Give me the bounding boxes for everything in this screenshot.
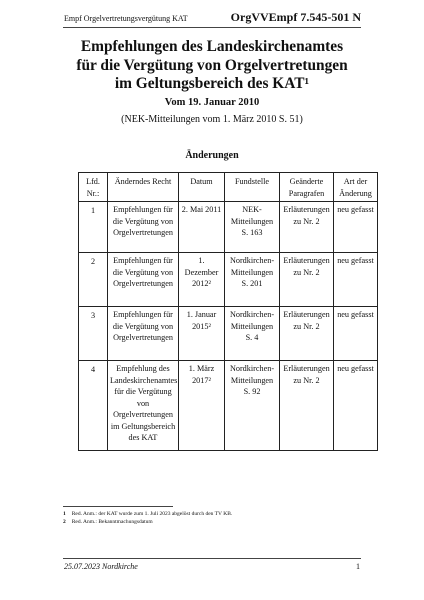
cell-art: neu gefasst [334,253,378,307]
table-header-row [79,173,378,202]
table-row [79,202,378,253]
cell-fundstelle: Nordkirchen-Mitteilungen S. 92 [225,361,280,451]
document-date: Vom 19. Januar 2010 [164,97,260,108]
amendments-table [78,172,378,451]
footer-rule [63,558,361,559]
header-art: Art der Änderung [334,173,378,202]
title-line-1: Empfehlungen des Landeskirchenamtes [80,38,344,55]
cell-recht: Empfehlung des Landeskirchenamtes für die Vergütung von Orgelvertretungen im Geltungsbereich des KAT [108,361,179,451]
cell-art: neu gefasst [334,361,378,451]
footnote-number: 2 [63,519,66,525]
header-fundstelle: Fundstelle [225,173,280,202]
footnote-rule [63,506,173,507]
cell-lfd: 2 [79,253,108,307]
table-row [79,361,378,451]
table-row [79,307,378,361]
publication-reference: (NEK-Mitteilungen vom 1. März 2010 S. 51) [121,114,303,125]
cell-fundstelle: NEK-Mitteilungen S. 163 [225,202,280,253]
footnote-text: Red. Anm.: der KAT wurde zum 1. Juli 2023 abgelöst durch den TV KB. [71,511,233,517]
section-title: Änderungen [185,150,239,161]
cell-lfd: 3 [79,307,108,361]
cell-datum: 2. Mai 2011 [179,202,225,253]
cell-recht: Empfehlungen für die Vergütung von Orgelvertretungen [108,202,179,253]
running-header-code: OrgVVEmpf 7.545-501 N [230,10,361,24]
cell-paragrafen: Erläuterungen zu Nr. 2 [280,253,334,307]
running-header-title: Empf Orgelvertretungsvergütung KAT [64,14,188,23]
header-rule [63,27,361,28]
title-line-3: im Geltungsbereich des KAT¹ [114,75,310,92]
header-lfd: Lfd. Nr.: [79,173,108,202]
footer-date-source: 25.07.2023 Nordkirche [64,562,138,571]
cell-art: neu gefasst [334,307,378,361]
cell-art: neu gefasst [334,202,378,253]
cell-datum: 1. März 2017² [179,361,225,451]
cell-fundstelle: Nordkirchen-Mitteilungen S. 4 [225,307,280,361]
footnote-text: Red. Anm.: Bekanntmachungsdatum [71,519,153,525]
cell-paragrafen: Erläuterungen zu Nr. 2 [280,202,334,253]
cell-datum: 1. Dezember 2012² [179,253,225,307]
page-number: 1 [356,562,360,571]
document-title [63,38,361,94]
title-line-2: für die Vergütung von Orgelvertretungen [76,56,348,74]
cell-paragrafen: Erläuterungen zu Nr. 2 [280,361,334,451]
cell-recht: Empfehlungen für die Vergütung von Orgelvertretungen [108,307,179,361]
header-recht: Änderndes Recht [108,173,179,202]
header-datum: Datum [179,173,225,202]
cell-fundstelle: Nordkirchen-Mitteilungen S. 201 [225,253,280,307]
footnote-1 [63,511,232,518]
table-row [79,253,378,307]
cell-datum: 1. Januar 2015² [179,307,225,361]
cell-lfd: 4 [79,361,108,451]
footnote-number: 1 [63,511,66,517]
cell-paragrafen: Erläuterungen zu Nr. 2 [280,307,334,361]
cell-lfd: 1 [79,202,108,253]
cell-recht: Empfehlungen für die Vergütung von Orgelvertretungen [108,253,179,307]
header-paragrafen: Geänderte Paragrafen [280,173,334,202]
footnote-2 [63,519,153,526]
